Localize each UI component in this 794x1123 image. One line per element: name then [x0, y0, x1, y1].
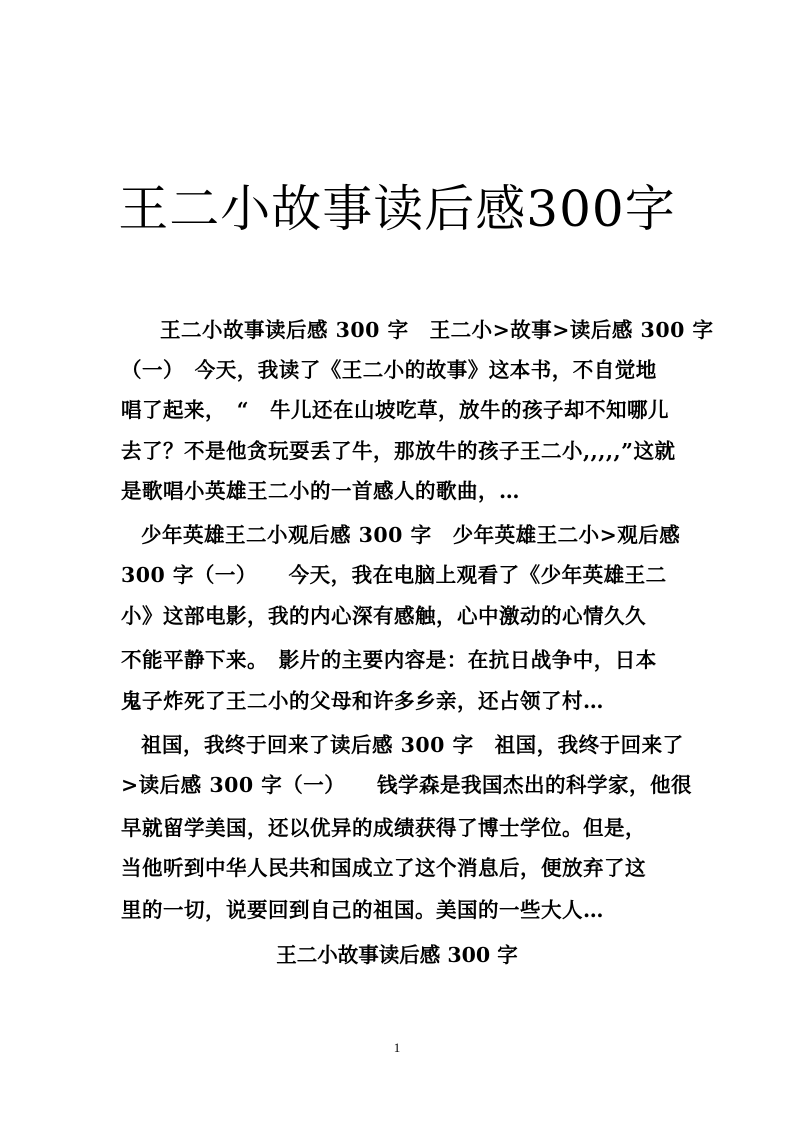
page-number: 1: [393, 1040, 401, 1055]
body-line-6: 少年英雄王二小观后感 300 字 少年英雄王二小>观后感: [141, 523, 681, 547]
body-line-10: 鬼子炸死了王二小的父母和许多乡亲，还占领了村…: [121, 689, 604, 713]
body-line-1: 王二小故事读后感 300 字 王二小>故事>读后感 300 字: [160, 318, 714, 342]
body-line-11: 祖国，我终于回来了读后感 300 字 祖国，我终于回来了: [141, 733, 684, 757]
body-line-13: 早就留学美国，还以优异的成绩获得了博士学位。但是，: [121, 816, 646, 840]
body-line-12: >读后感 300 字（一） 钱学森是我国杰出的科学家，他很: [121, 773, 692, 797]
body-line-4: 去了？不是他贪玩耍丢了牛，那放牛的孩子王二小,,,,,”这就: [121, 439, 676, 463]
document-title: 王二小故事读后感300字: [118, 179, 676, 238]
body-line-8: 小》这部电影，我的内心深有感触，心中激动的心情久久: [121, 604, 646, 628]
body-line-14: 当他听到中华人民共和国成立了这个消息后，便放弃了这: [121, 856, 646, 880]
body-line-5: 是歌唱小英雄王二小的一首感人的歌曲，…: [121, 479, 520, 503]
footer-title: 王二小故事读后感 300 字: [276, 943, 518, 967]
body-line-7: 300 字（一） 今天，我在电脑上观看了《少年英雄王二: [121, 563, 667, 587]
body-line-3: 唱了起来， “ 牛儿还在山坡吃草，放牛的孩子却不知哪儿: [121, 398, 670, 422]
body-line-9: 不能平静下来。 影片的主要内容是：在抗日战争中，日本: [121, 648, 657, 672]
body-line-2: （一） 今天，我读了《王二小的故事》这本书，不自觉地: [121, 358, 657, 382]
body-line-15: 里的一切，说要回到自己的祖国。美国的一些大人…: [121, 898, 604, 922]
